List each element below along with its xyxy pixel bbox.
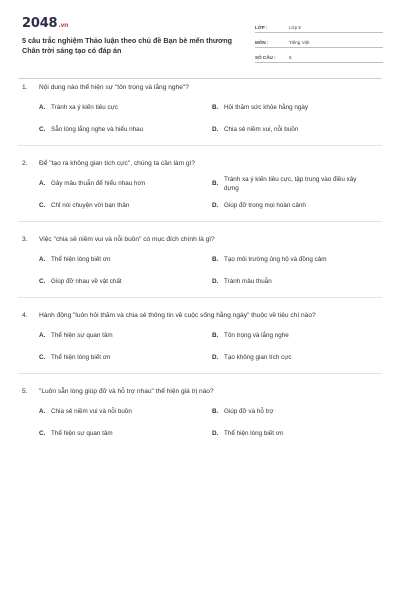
question-prompt: "Luôn sẵn lòng giúp đỡ và hỗ trợ nhau" thể hiện giá trị nào? (39, 388, 214, 395)
question-item (22, 156, 382, 232)
option-letter: C. (39, 430, 46, 437)
option-letter: A. (39, 104, 46, 111)
option-a[interactable] (39, 256, 199, 265)
option-letter: B. (212, 332, 219, 339)
question-item (22, 80, 382, 156)
worksheet-title: 5 câu trắc nghiệm Thảo luận theo chủ đề Bạn bè mến thương Chân trời sáng tạo có đáp án (22, 36, 232, 55)
option-c[interactable] (39, 202, 199, 211)
meta-row-count (255, 48, 383, 63)
option-d[interactable] (212, 126, 372, 135)
meta-value: Tiếng Việt (289, 40, 310, 45)
option-text: Chia sẻ niềm vui và nỗi buồn (51, 408, 132, 415)
question-item (22, 308, 382, 384)
question-item (22, 384, 382, 460)
option-b[interactable] (212, 176, 372, 193)
logo-text: 2048 (22, 16, 58, 31)
option-letter: B. (212, 180, 219, 187)
option-d[interactable] (212, 430, 372, 439)
option-letter: A. (39, 408, 46, 415)
question-prompt: Nội dung nào thể hiện sự "tôn trọng và lắng nghe"? (39, 84, 189, 91)
question-number: 3. (22, 236, 28, 243)
question-text (22, 388, 214, 395)
question-separator (18, 373, 382, 374)
meta-row-subject (255, 33, 383, 48)
option-text: Tránh mâu thuẫn (224, 278, 272, 285)
option-a[interactable] (39, 332, 199, 341)
meta-label: LỚP : (255, 25, 268, 30)
question-text (22, 312, 316, 319)
option-text: Hỏi thăm sức khỏe hằng ngày (224, 104, 309, 111)
question-number: 1. (22, 84, 28, 91)
option-b[interactable] (212, 332, 372, 341)
option-d[interactable] (212, 202, 372, 211)
option-letter: B. (212, 256, 219, 263)
option-letter: C. (39, 278, 46, 285)
meta-label: MÔN : (255, 40, 269, 45)
question-number: 2. (22, 160, 28, 167)
option-text: Tránh xa ý kiến tiêu cực, tập trung vào điều xây dựng (224, 176, 357, 192)
option-text: Tạo môi trường ủng hộ và đồng cảm (224, 256, 327, 263)
logo-suffix: .vn (58, 22, 69, 29)
option-letter: C. (39, 202, 46, 209)
option-letter: A. (39, 180, 46, 187)
option-letter: B. (212, 408, 219, 415)
question-text (22, 236, 215, 243)
question-prompt: Để "tạo ra không gian tích cực", chúng ta cần làm gì? (39, 160, 196, 167)
option-text: Tạo không gian tích cực (224, 354, 292, 361)
option-c[interactable] (39, 430, 199, 439)
option-text: Chia sẻ niềm vui, nỗi buồn (224, 126, 299, 133)
option-text: Chỉ nói chuyện với bạn thân (51, 202, 130, 209)
question-separator (18, 221, 382, 222)
option-text: Giúp đỡ trong mọi hoàn cảnh (224, 202, 306, 209)
question-item (22, 232, 382, 308)
option-c[interactable] (39, 278, 199, 287)
option-text: Tôn trọng và lắng nghe (224, 332, 289, 339)
option-text: Giúp đỡ nhau về vật chất (51, 278, 122, 285)
option-a[interactable] (39, 104, 199, 113)
meta-label: SỐ CÂU : (255, 55, 276, 60)
question-number: 4. (22, 312, 28, 319)
option-text: Thể hiện lòng biết ơn (224, 430, 284, 437)
question-separator (18, 297, 382, 298)
option-text: Gây mâu thuẫn để hiểu nhau hơn (51, 180, 146, 187)
option-b[interactable] (212, 256, 372, 265)
meta-value: 5 (289, 55, 292, 60)
option-text: Tránh xa ý kiến tiêu cực (51, 104, 118, 111)
option-a[interactable] (39, 180, 199, 189)
option-text: Giúp đỡ và hỗ trợ (224, 408, 274, 415)
option-text: Thể hiện sự quan tâm (51, 430, 113, 437)
option-c[interactable] (39, 354, 199, 363)
option-d[interactable] (212, 278, 372, 287)
option-letter: B. (212, 104, 219, 111)
site-logo[interactable] (22, 16, 68, 31)
option-b[interactable] (212, 408, 372, 417)
worksheet-header (22, 14, 382, 76)
question-text (22, 84, 189, 91)
question-separator (18, 145, 382, 146)
option-text: Thể hiện lòng biết ơn (51, 256, 111, 263)
option-c[interactable] (39, 126, 199, 135)
option-text: Sẵn lòng lắng nghe và hiểu nhau (51, 126, 144, 133)
option-a[interactable] (39, 408, 199, 417)
question-prompt: Việc "chia sẻ niềm vui và nỗi buồn" có mục đích chính là gì? (39, 236, 215, 243)
question-list (22, 80, 382, 460)
option-letter: D. (212, 278, 219, 285)
option-letter: D. (212, 126, 219, 133)
option-b[interactable] (212, 104, 372, 113)
option-letter: D. (212, 202, 219, 209)
option-letter: D. (212, 430, 219, 437)
option-letter: A. (39, 332, 46, 339)
option-letter: A. (39, 256, 46, 263)
option-letter: C. (39, 354, 46, 361)
option-text: Thể hiện sự quan tâm (51, 332, 113, 339)
header-divider (18, 78, 382, 79)
meta-value: Lớp 5 (289, 25, 301, 30)
worksheet-meta (255, 18, 383, 63)
meta-row-class (255, 18, 383, 33)
question-number: 5. (22, 388, 28, 395)
option-d[interactable] (212, 354, 372, 363)
option-letter: D. (212, 354, 219, 361)
question-text (22, 160, 195, 167)
question-prompt: Hành động "luôn hỏi thăm và chia sẻ thông tin về cuộc sống hằng ngày" thuộc về tiêu chí nào? (39, 312, 316, 319)
option-letter: C. (39, 126, 46, 133)
option-text: Thể hiện lòng biết ơn (51, 354, 111, 361)
